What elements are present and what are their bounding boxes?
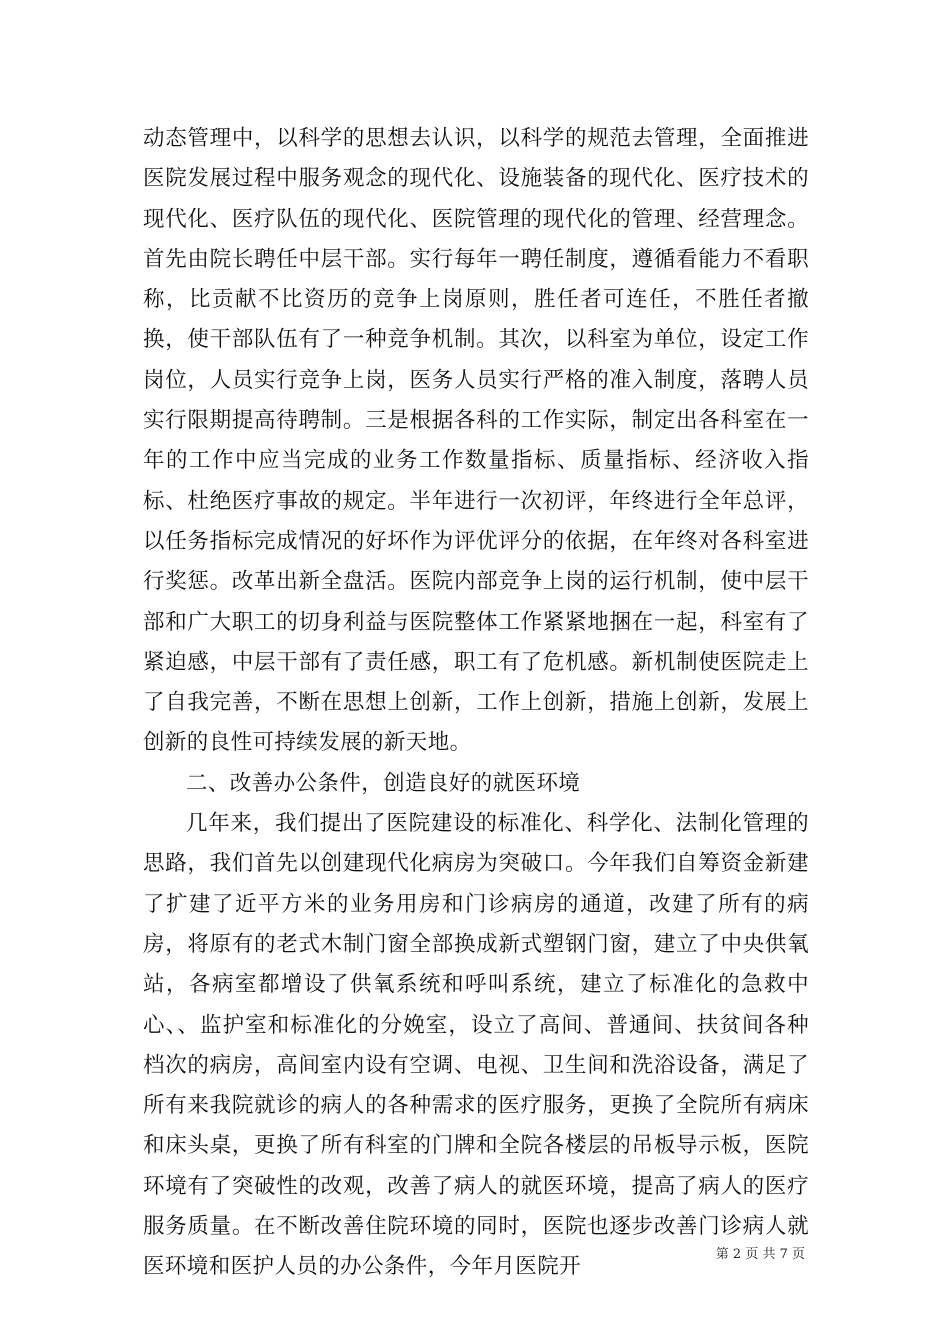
paragraph-environment-improvement: 几年来，我们提出了医院建设的标准化、科学化、法制化管理的思路，我们首先以创建现代化病房为突破口。今年我们自筹资金新建了扩建了近平方米的业务用房和门诊病房的通道，改建了所有的病房，将原有的老式木制门窗全部换成新式塑钢门窗，建立了中央供氧站，各病室都增设了供氧系统和呼叫系统，建立了标准化的急救中心、、监护室和标准化的分娩室，设立了高间、普通间、扶贫间各种档次的病房，高间室内设有空调、电视、卫生间和洗浴设备，满足了所有来我院就诊的病人的各种需求的医疗服务，更换了全院所有病床和床头桌，更换了所有科室的门牌和全院各楼层的吊板导示板，医院环境有了突破性的改观，改善了病人的就医环境，提高了病人的医疗服务质量。在不断改善住院环境的同时，医院也逐步改善门诊病人就医环境和医护人员的办公条件，今年月医院开 (143, 811, 809, 1280)
section-heading-office-conditions: 二、改善办公条件，创造良好的就医环境 (186, 770, 581, 796)
paragraph-management-reform: 动态管理中，以科学的思想去认识，以科学的规范去管理，全面推进医院发展过程中服务观念的现代化、设施装备的现代化、医疗技术的现代化、医疗队伍的现代化、医院管理的现代化的管理、经营理念。首先由院长聘任中层干部。实行每年一聘任制度，遵循看能力不看职称，比贡献不比资历的竞争上岗原则，胜任者可连任，不胜任者撤换，使干部队伍有了一种竞争机制。其次，以科室为单位，设定工作岗位，人员实行竞争上岗，医务人员实行严格的准入制度，落聘人员实行限期提高待聘制。三是根据各科的工作实际，制定出各科室在一年的工作中应当完成的业务工作数量指标、质量指标、经济收入指标、杜绝医疗事故的规定。半年进行一次初评，年终进行全年总评，以任务指标完成情况的好坏作为评优评分的依据，在年终对各科室进行奖惩。改革出新全盘活。医院内部竞争上岗的运行机制，使中层干部和广大职工的切身利益与医院整体工作紧紧地捆在一起，科室有了紧迫感，中层干部有了责任感，职工有了危机感。新机制使医院走上了自我完善，不断在思想上创新，工作上创新，措施上创新，发展上创新的良性可持续发展的新天地。 (143, 126, 809, 756)
page-number: 第 2 页 共 7 页 (715, 1247, 805, 1262)
document-body (143, 119, 809, 1288)
